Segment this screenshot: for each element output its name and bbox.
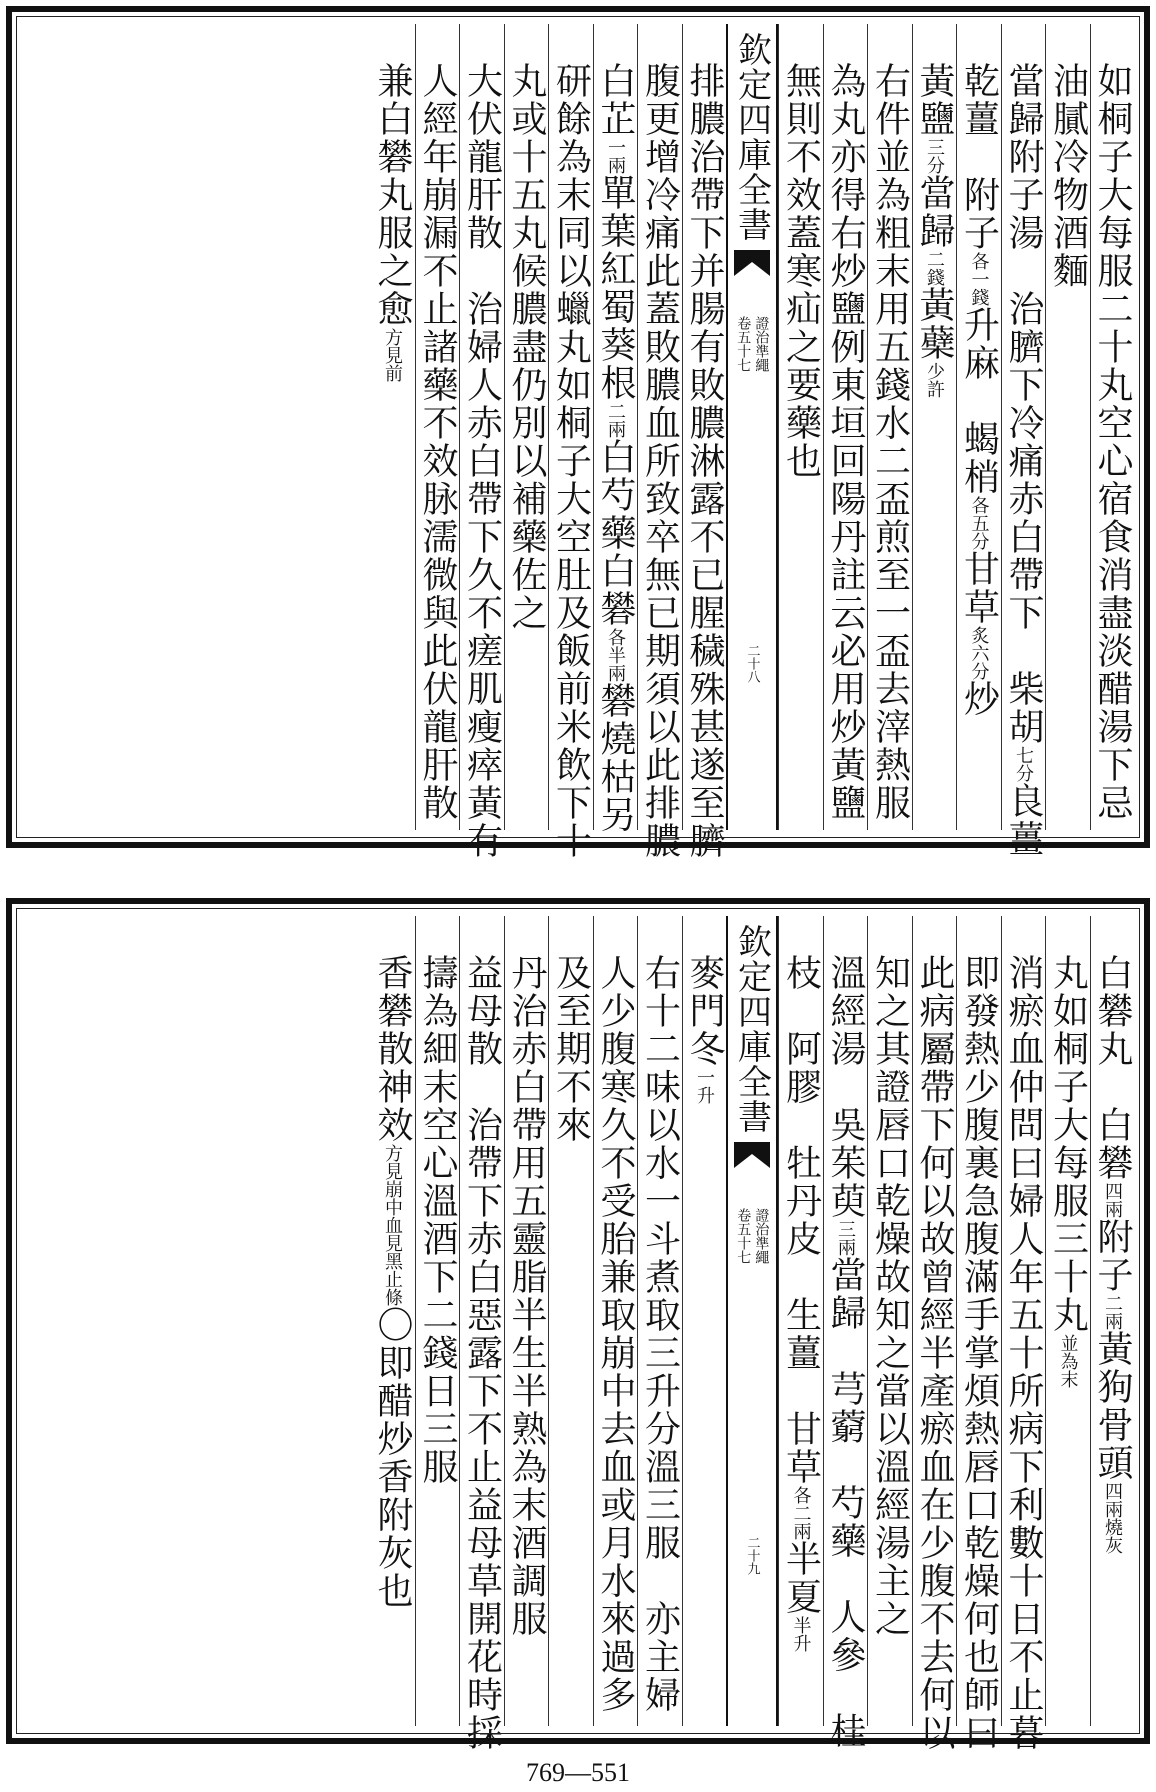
column-text: 此病屬帶下何以故曾經半產瘀血在少腹不去何以 [914,954,956,1752]
column-text: 枝 阿膠 牡丹皮 生薑 甘草各二兩半夏半升 [780,954,822,1652]
inline-annotation: 各一錢 [968,252,990,306]
band-volume: 卷五十七 [735,1208,752,1264]
column-text: 溫經湯 吳茱萸三兩當歸 芎藭 芍藥 人參 桂 [825,954,867,1750]
inline-annotation: 炙六分 [968,626,990,680]
text-column [867,24,912,830]
inline-annotation: 各二兩 [790,1486,812,1540]
bottom-page-panel [6,898,1150,1752]
inline-annotation: 四兩燒灰 [1102,1482,1124,1554]
text-column [459,24,504,860]
text-column [912,916,957,1752]
column-text: 白礬丸 白礬四兩附子二兩黃狗骨頭四兩燒灰 [1092,954,1134,1554]
column-text: 油膩冷物酒麵 [1047,62,1089,290]
page-number: 769—551 [526,1758,630,1787]
inline-annotation: 四兩 [1102,1182,1124,1218]
text-column [637,916,682,1726]
inline-annotation: 二錢 [924,250,946,286]
text-column [504,916,549,1726]
text-column [1001,24,1046,858]
text-column [867,916,912,1726]
column-text: 丹治赤白帶用五靈脂半生半熟為末酒調服 [506,954,548,1638]
band-page-number: 二十九 [744,1536,760,1575]
inline-annotation: 半升 [790,1616,812,1652]
text-column [593,24,638,834]
text-column [956,24,1001,830]
column-text: 丸或十五丸候膿盡仍別以補藥佐之 [506,62,548,632]
column-text: 如桐子大每服二十丸空心宿食消盡淡醋湯下忌 [1092,62,1134,822]
inline-annotation: 並為末 [1057,1334,1079,1388]
top-page-panel [6,6,1150,860]
column-text: 腹更增冷痛此蓋敗膿血所致卒無已期須以此排膿 [639,62,681,860]
inline-annotation: 各五分 [968,496,990,550]
column-text: 黃鹽三分當歸二錢黃蘗少許 [914,62,956,398]
text-column [1045,916,1090,1726]
text-column [956,916,1001,1752]
column-text: 益母散 治帶下赤白惡露下不止益母草開花時採 [461,954,503,1752]
band-volume: 卷五十七 [735,316,752,372]
band-subtitle [734,316,770,372]
inline-annotation: 三分 [924,138,946,174]
column-text: 擣為細末空心溫酒下二錢日三服 [417,954,459,1486]
band-book-title: 證治準繩 [753,316,770,372]
text-column [415,24,460,830]
center-band [726,916,778,1726]
band-title: 欽定四庫全書 [731,924,772,1134]
column-text: 研餘為末同以蠟丸如桐子大空肚及飯前米飲下十 [550,62,592,860]
inline-annotation: 方見崩中血見黑止條 [382,1144,404,1306]
text-column [548,916,593,1726]
inline-annotation: 方見前 [382,328,404,382]
column-text: 人少腹寒久不受胎兼取崩中去血或月水來過多 [595,954,637,1714]
fishtail-mark-icon [734,1142,770,1168]
column-text: 當歸附子湯 治臍下冷痛赤白帶下 柴胡七分良薑 [1003,62,1045,858]
inline-annotation: 一升 [694,1068,716,1104]
center-band [726,24,778,830]
column-text: 右十二味以水一斗煮取三升分溫三服 亦主婦 [639,954,681,1714]
text-column [823,24,868,830]
text-column [1001,916,1046,1752]
text-column [778,916,823,1726]
band-title: 欽定四庫全書 [731,32,772,242]
text-column [504,24,549,830]
inline-annotation: 各半兩 [605,628,627,682]
band-book-title: 證治準繩 [753,1208,770,1264]
column-text: 知之其證唇口乾燥故知之當以溫經湯主之 [869,954,911,1638]
column-text: 乾薑 附子各一錢升麻 蝎梢各五分甘草炙六分炒 [958,62,1000,718]
text-column [370,24,415,830]
band-subtitle [734,1208,770,1264]
text-column [1090,916,1135,1726]
column-text: 消瘀血仲問曰婦人年五十所病下利數十日不止暮 [1003,954,1045,1752]
inline-annotation: 少許 [924,362,946,398]
inline-annotation: 二兩 [1102,1294,1124,1330]
inline-annotation: 二兩 [605,402,627,438]
column-text: 香礬散神效方見崩中血見黑止條〇即醋炒香附灰也 [372,954,414,1610]
inline-annotation: 七分 [1013,746,1035,782]
column-text: 無則不效蓋寒疝之要藥也 [780,62,822,480]
column-text: 白芷一兩單葉紅蜀葵根二兩白芍藥白礬各半兩礬燒枯另 [595,62,637,834]
column-text: 排膿治帶下并腸有敗膿淋露不已腥穢殊甚遂至臍 [684,62,726,860]
text-column [682,916,727,1726]
column-text: 為丸亦得右炒鹽例東垣回陽丹註云必用炒黃鹽 [825,62,867,822]
column-text: 兼白礬丸服之愈方見前 [372,62,414,382]
text-column [778,24,823,830]
column-text: 麥門冬一升 [684,954,726,1104]
text-column [1090,24,1135,830]
fishtail-mark-icon [734,250,770,276]
text-column [415,916,460,1726]
text-column [682,24,727,860]
text-column [459,916,504,1752]
column-text: 大伏龍肝散 治婦人赤白帶下久不瘥肌瘦瘁黃有 [461,62,503,860]
text-column [1045,24,1090,830]
text-column [370,916,415,1726]
text-column [548,24,593,860]
text-column [912,24,957,830]
column-text: 人經年崩漏不止諸藥不效脉濡微與此伏龍肝散 [417,62,459,822]
text-column [823,916,868,1750]
text-column [637,24,682,860]
top-text-columns [22,24,1134,860]
column-text: 即發熱少腹裏急腹滿手掌煩熱唇口乾燥何也師曰 [958,954,1000,1752]
band-page-number: 二十八 [744,644,760,683]
text-column [593,916,638,1726]
inline-annotation: 一兩 [605,138,627,174]
column-text: 右件並為粗末用五錢水二盃煎至一盃去滓熱服 [869,62,911,822]
inline-annotation: 三兩 [835,1220,857,1256]
bottom-text-columns [22,916,1134,1752]
column-text: 丸如桐子大每服三十丸並為末 [1047,954,1089,1388]
column-text: 及至期不來 [550,954,592,1144]
